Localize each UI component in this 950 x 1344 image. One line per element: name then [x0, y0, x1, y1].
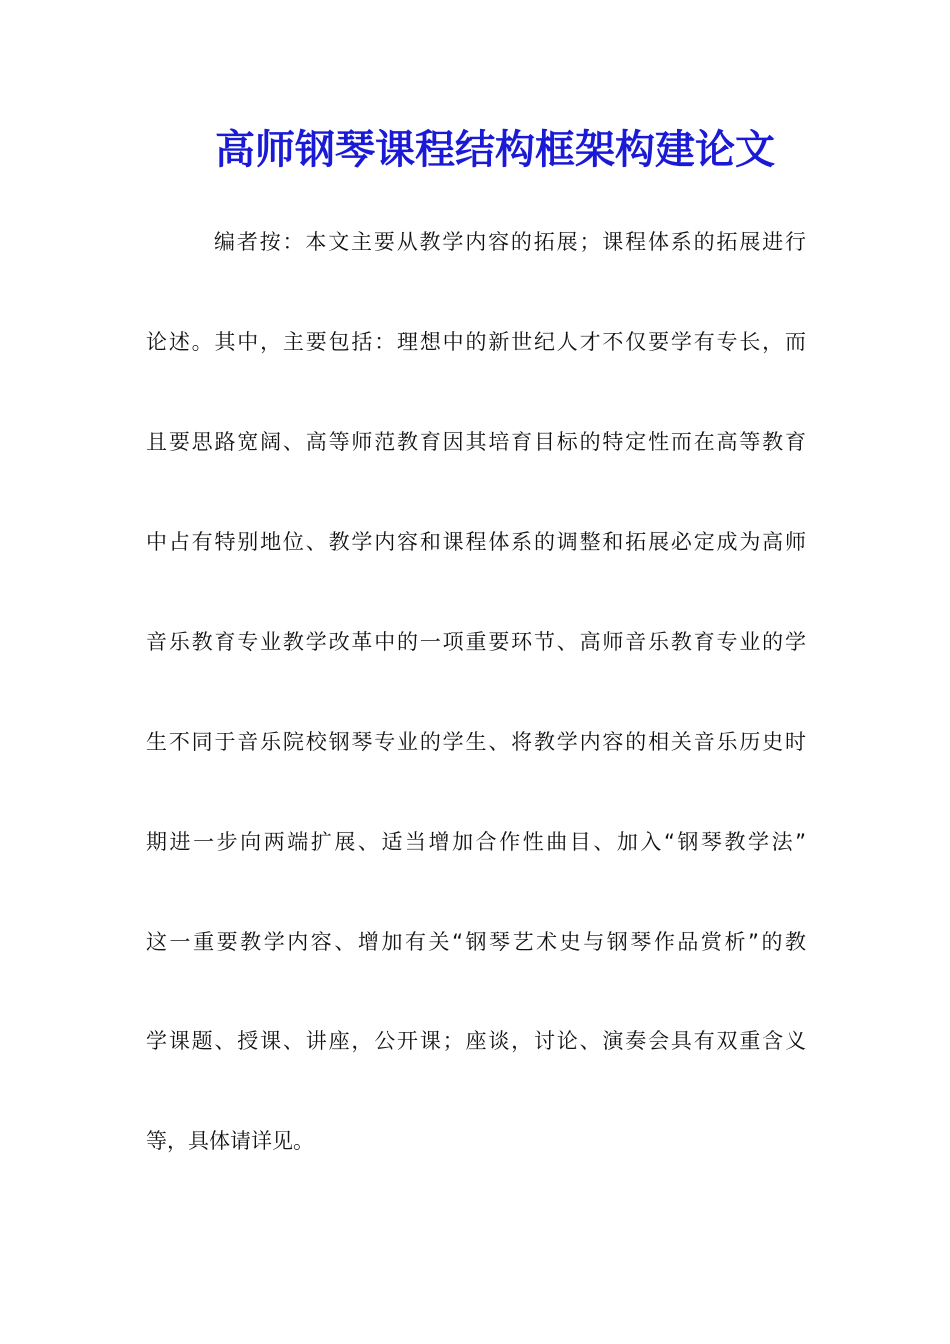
paragraph-line: 中占有特别地位、教学内容和课程体系的调整和拓展必定成为高师 [146, 530, 806, 554]
paragraph-line: 且要思路宽阔、高等师范教育因其培育目标的特定性而在高等教育 [146, 430, 806, 454]
document-title: 高师钢琴课程结构框架构建论文 [215, 126, 775, 173]
paragraph-line: 论述。其中，主要包括：理想中的新世纪人才不仅要学有专长，而 [146, 330, 806, 354]
paragraph-line-last: 等，具体请详见。 [146, 1129, 314, 1153]
paragraph-line: 生不同于音乐院校钢琴专业的学生、将教学内容的相关音乐历史时 [146, 730, 806, 754]
paragraph-line: 学课题、授课、讲座，公开课；座谈，讨论、演奏会具有双重含义 [146, 1029, 806, 1053]
paragraph-line: 编者按：本文主要从教学内容的拓展；课程体系的拓展进行 [214, 230, 806, 254]
paragraph-line: 这一重要教学内容、增加有关“钢琴艺术史与钢琴作品赏析”的教 [146, 930, 806, 954]
paragraph-line: 期进一步向两端扩展、适当增加合作性曲目、加入“钢琴教学法” [146, 830, 806, 854]
paragraph-line: 音乐教育专业教学改革中的一项重要环节、高师音乐教育专业的学 [146, 630, 806, 654]
